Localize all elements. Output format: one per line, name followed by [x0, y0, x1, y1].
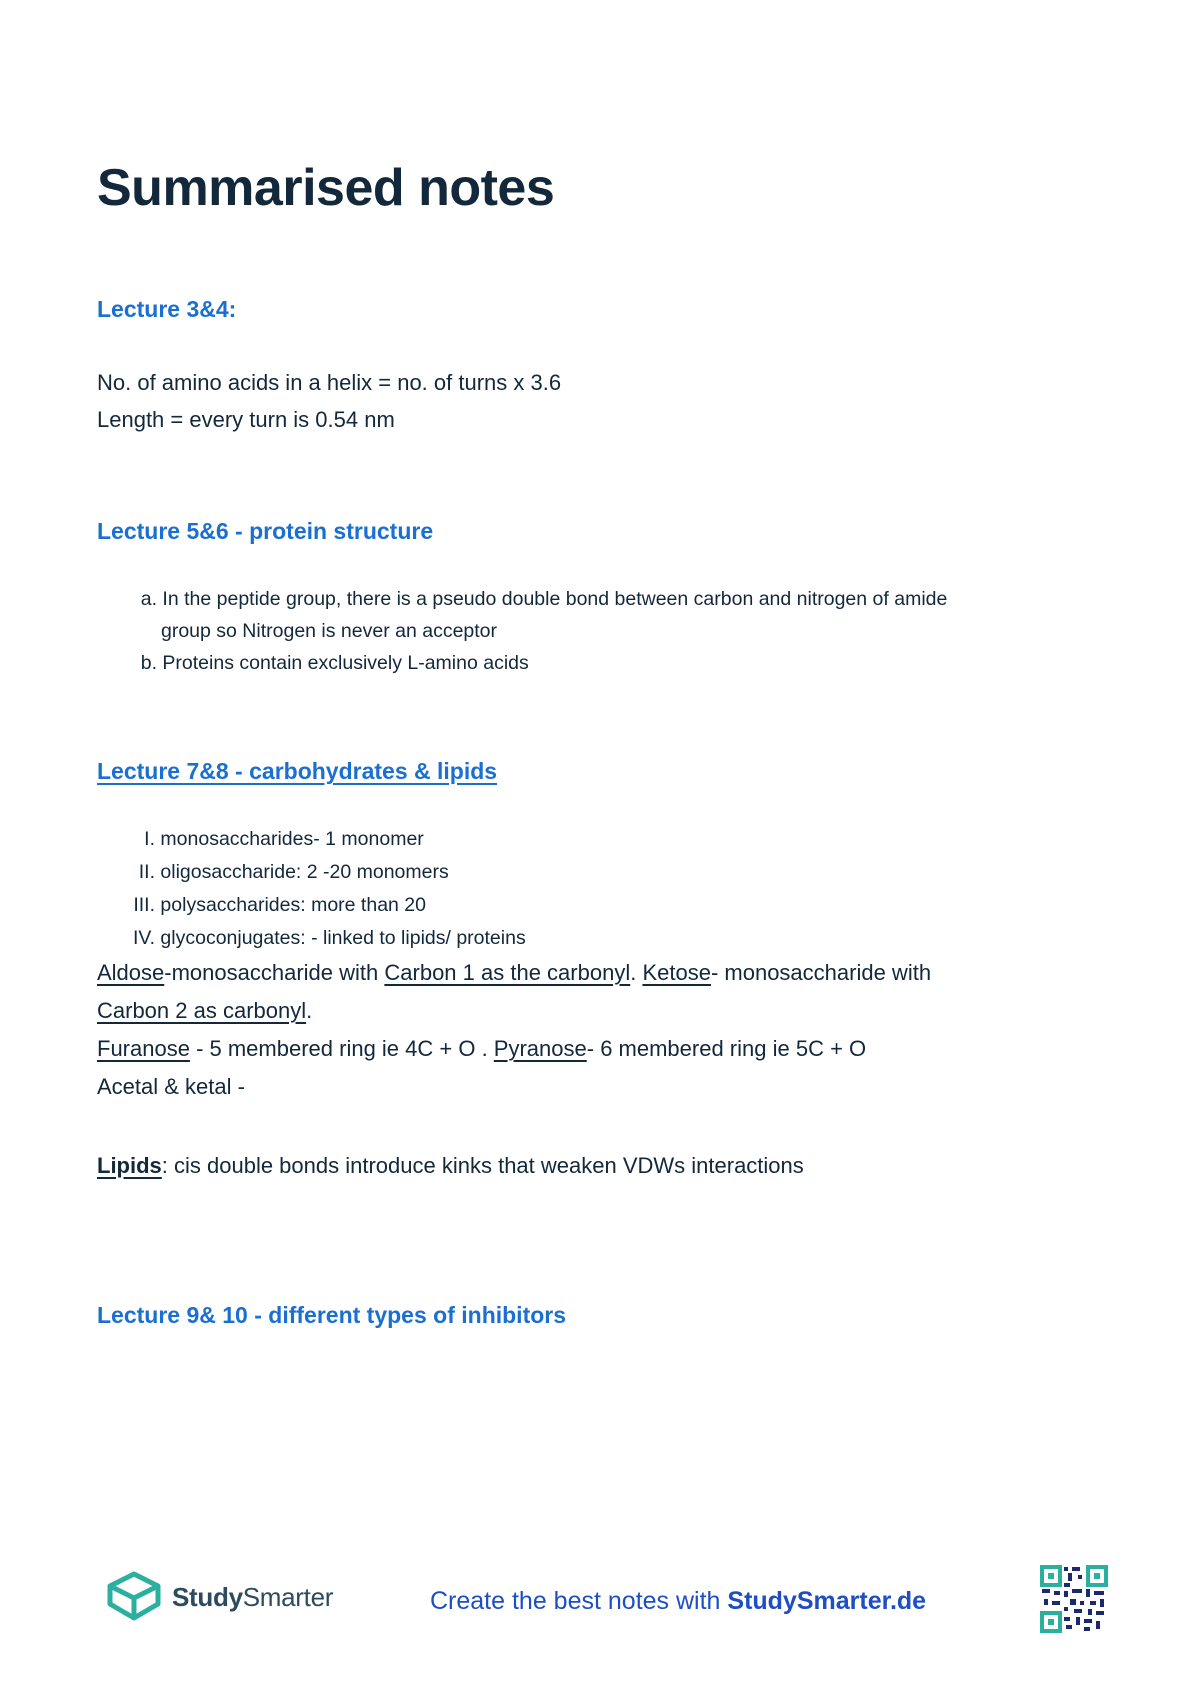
list-item — [117, 828, 424, 851]
text-span: . — [630, 960, 643, 985]
carbon-1-term: Carbon 1 as the carbonyl — [384, 960, 631, 985]
lipids-line — [97, 1153, 804, 1179]
list-marker: I. — [144, 828, 155, 850]
list-marker: II. — [138, 861, 155, 883]
studysmarter-logo — [106, 1571, 333, 1623]
acetal-ketal-line: Acetal & ketal - — [97, 1074, 245, 1099]
lipids-term: Lipids — [97, 1153, 162, 1178]
section-heading-lecture-9-10: Lecture 9& 10 - different types of inhibitors — [97, 1302, 567, 1328]
list-item-text: oligosaccharide: 2 -20 monomers — [160, 861, 449, 883]
list-item — [133, 588, 947, 611]
footer-cta — [430, 1587, 926, 1616]
cta-brand-link[interactable]: StudySmarter.de — [727, 1587, 927, 1615]
list-item-text: Proteins contain exclusively L-amino acids — [162, 652, 529, 674]
list-marker: IV. — [132, 927, 155, 949]
furanose-pyranose-line — [97, 1036, 866, 1062]
helix-amino-acids-line: No. of amino acids in a helix = no. of turns x 3.6 — [97, 370, 562, 395]
section-heading-lecture-5-6: Lecture 5&6 - protein structure — [97, 518, 434, 544]
logo-text-light: Smarter — [242, 1581, 334, 1612]
pyranose-term: Pyranose — [493, 1036, 587, 1061]
list-item — [117, 927, 526, 950]
list-marker: III. — [133, 894, 155, 916]
page-title: Summarised notes — [97, 159, 555, 217]
carbon-2-term: Carbon 2 as carbonyl — [97, 998, 307, 1023]
list-item — [117, 894, 426, 917]
logo-text — [172, 1582, 333, 1613]
logo-text-bold: Study — [172, 1581, 243, 1612]
aldose-ketose-line — [97, 960, 931, 986]
aldose-ketose-line-continued — [97, 998, 312, 1024]
section-heading-lecture-3-4: Lecture 3&4: — [97, 296, 237, 322]
cta-text: Create the best notes with — [430, 1587, 728, 1615]
qr-code-icon[interactable] — [1040, 1565, 1108, 1633]
section-heading-lecture-7-8-link[interactable]: Lecture 7&8 - carbohydrates & lipids — [97, 758, 498, 784]
list-item-text: In the peptide group, there is a pseudo double bond between carbon and nitrogen of amide — [162, 588, 948, 610]
list-item-text: polysaccharides: more than 20 — [160, 894, 426, 916]
furanose-term: Furanose — [97, 1036, 190, 1061]
aldose-term: Aldose — [97, 960, 165, 985]
text-span: . — [306, 998, 313, 1023]
text-span: - monosaccharide with — [710, 960, 932, 985]
list-item — [117, 861, 449, 884]
list-marker: b. — [140, 652, 157, 674]
list-item-text: glycoconjugates: - linked to lipids/ proteins — [160, 927, 526, 949]
cube-logo-icon — [106, 1571, 162, 1623]
text-span: -monosaccharide with — [164, 960, 385, 985]
list-item-continuation: group so Nitrogen is never an acceptor — [161, 620, 498, 642]
text-span: - 5 membered ring ie 4C + O . — [189, 1036, 494, 1061]
text-span: : cis double bonds introduce kinks that weaken VDWs interactions — [161, 1153, 804, 1178]
helix-length-line: Length = every turn is 0.54 nm — [97, 407, 395, 432]
list-marker: a. — [140, 588, 157, 610]
ketose-term: Ketose — [642, 960, 711, 985]
text-span: - 6 membered ring ie 5C + O — [586, 1036, 867, 1061]
list-item-text: monosaccharides- 1 monomer — [160, 828, 424, 850]
list-item — [133, 652, 529, 675]
